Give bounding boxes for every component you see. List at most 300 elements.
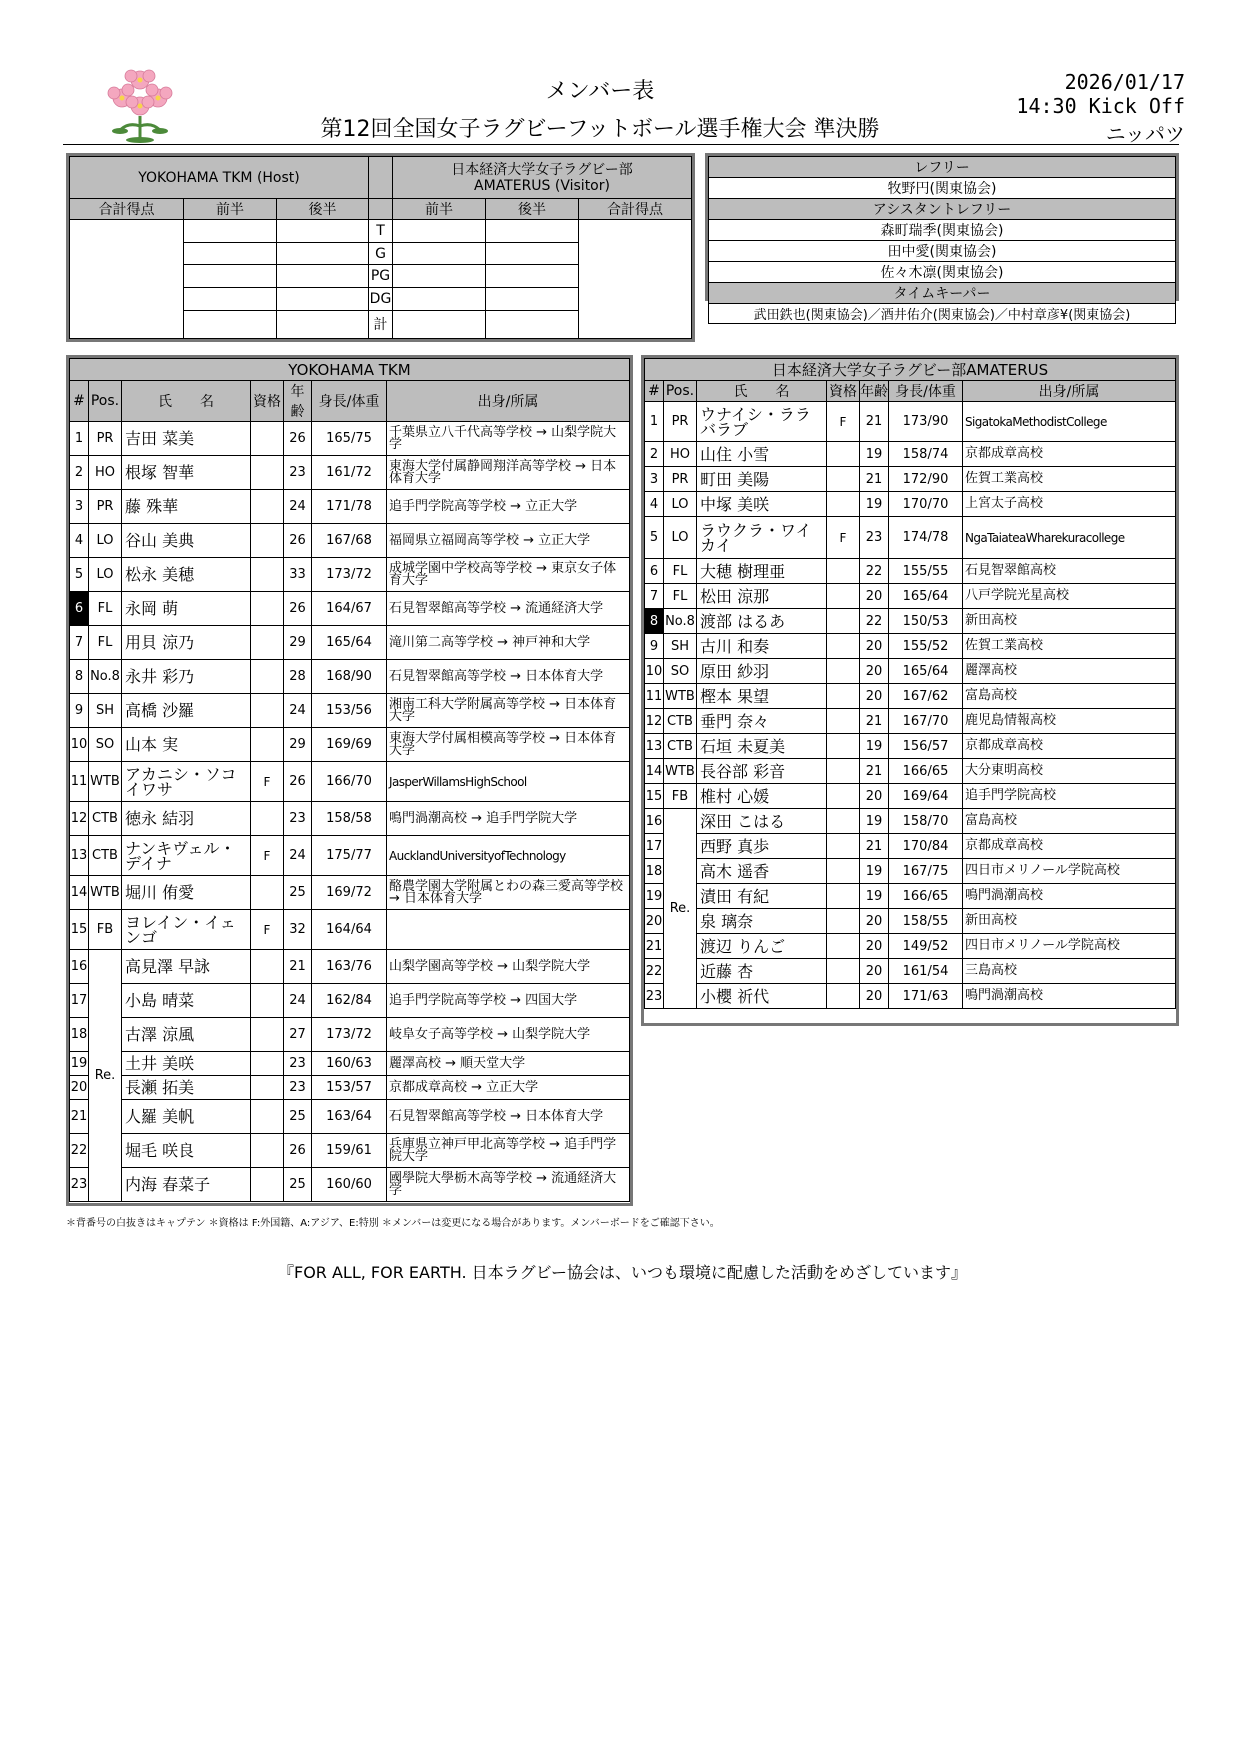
player-row bbox=[645, 609, 1176, 634]
player-row bbox=[70, 626, 630, 660]
player-background: 新田高校 bbox=[963, 909, 1176, 934]
player-age: 21 bbox=[860, 709, 889, 734]
player-name: 堀毛 咲良 bbox=[122, 1134, 251, 1168]
player-eligibility bbox=[251, 1168, 284, 1202]
player-eligibility bbox=[827, 959, 860, 984]
player-number: 7 bbox=[70, 626, 89, 660]
player-name: 樫本 果望 bbox=[697, 684, 827, 709]
player-position: SH bbox=[664, 634, 697, 659]
player-row bbox=[70, 1076, 630, 1100]
player-height-weight: 162/84 bbox=[312, 984, 387, 1018]
player-name: 原田 紗羽 bbox=[697, 659, 827, 684]
player-age: 25 bbox=[284, 1100, 312, 1134]
player-number: 19 bbox=[70, 1052, 89, 1076]
player-row bbox=[645, 734, 1176, 759]
player-background: 東海大学付属相模高等学校 → 日本体育大学 bbox=[387, 728, 630, 762]
player-name: 古澤 涼風 bbox=[122, 1018, 251, 1052]
player-position: SO bbox=[89, 728, 122, 762]
player-background: 成城学園中学校高等学校 → 東京女子体育大学 bbox=[387, 558, 630, 592]
reserve-label: Re. bbox=[664, 809, 697, 1009]
player-name: 西野 真歩 bbox=[697, 834, 827, 859]
player-height-weight: 165/64 bbox=[889, 584, 963, 609]
assistant-referee-2: 田中愛(関東協会) bbox=[709, 241, 1176, 262]
player-position: SO bbox=[664, 659, 697, 684]
player-background: 石見智翠館高等学校 → 日本体育大学 bbox=[387, 1100, 630, 1134]
player-age: 20 bbox=[860, 909, 889, 934]
player-height-weight: 155/55 bbox=[889, 559, 963, 584]
player-background: NgaTaiateaWharekuracollege bbox=[963, 517, 1176, 559]
footnote: ＊背番号の白抜きはキャプテン ＊資格は F:外国籍、A:アジア、E:特別 ＊メンバーは変更になる場合があります。メンバーボードをご確認下さい。 bbox=[66, 1218, 720, 1229]
player-row bbox=[70, 490, 630, 524]
player-name: 藤 殊華 bbox=[122, 490, 251, 524]
player-eligibility bbox=[251, 592, 284, 626]
visitor-team-name bbox=[393, 157, 692, 199]
player-background: 四日市メリノール学院高校 bbox=[963, 934, 1176, 959]
player-name: 深田 こはる bbox=[697, 809, 827, 834]
referee-label: レフリー bbox=[709, 157, 1176, 178]
col-elig: 資格 bbox=[251, 381, 284, 422]
player-background: 鳴門渦潮高校 bbox=[963, 984, 1176, 1009]
player-age: 25 bbox=[284, 1168, 312, 1202]
player-background: 國學院大學栃木高等学校 → 流通経済大学 bbox=[387, 1168, 630, 1202]
player-name: 小櫻 祈代 bbox=[697, 984, 827, 1009]
player-age: 21 bbox=[860, 402, 889, 442]
col-org: 出身/所属 bbox=[387, 381, 630, 422]
player-row bbox=[645, 784, 1176, 809]
player-position: LO bbox=[89, 558, 122, 592]
player-eligibility bbox=[251, 490, 284, 524]
player-age: 24 bbox=[284, 694, 312, 728]
player-height-weight: 160/63 bbox=[312, 1052, 387, 1076]
player-background: SigatokaMethodistCollege bbox=[963, 402, 1176, 442]
player-row bbox=[70, 1018, 630, 1052]
player-height-weight: 163/76 bbox=[312, 950, 387, 984]
col-hw: 身長/体重 bbox=[312, 381, 387, 422]
player-age: 23 bbox=[284, 802, 312, 836]
player-eligibility bbox=[827, 909, 860, 934]
player-number: 15 bbox=[645, 784, 664, 809]
player-eligibility bbox=[251, 728, 284, 762]
player-number: 1 bbox=[70, 422, 89, 456]
player-height-weight: 173/72 bbox=[312, 1018, 387, 1052]
jrfu-logo bbox=[104, 66, 176, 144]
player-eligibility bbox=[251, 694, 284, 728]
player-eligibility bbox=[251, 524, 284, 558]
player-height-weight: 167/70 bbox=[889, 709, 963, 734]
team-a-name: YOKOHAMA TKM bbox=[70, 359, 630, 381]
player-height-weight: 168/90 bbox=[312, 660, 387, 694]
player-row bbox=[70, 1100, 630, 1134]
player-eligibility: F bbox=[827, 402, 860, 442]
player-name: 石垣 未夏美 bbox=[697, 734, 827, 759]
player-row bbox=[70, 762, 630, 802]
timekeeper-names: 武田鉄也(関東協会)／酒井佑介(関東協会)／中村章彦¥(関東協会) bbox=[709, 304, 1176, 324]
player-eligibility bbox=[251, 1100, 284, 1134]
player-number: 1 bbox=[645, 402, 664, 442]
player-height-weight: 166/65 bbox=[889, 884, 963, 909]
player-row bbox=[70, 524, 630, 558]
player-height-weight: 155/52 bbox=[889, 634, 963, 659]
score-table bbox=[66, 153, 695, 342]
player-height-weight: 166/65 bbox=[889, 759, 963, 784]
player-height-weight: 167/62 bbox=[889, 684, 963, 709]
player-row bbox=[645, 467, 1176, 492]
player-name: 長谷部 彩音 bbox=[697, 759, 827, 784]
player-number: 16 bbox=[70, 950, 89, 984]
player-name: 渡部 はるあ bbox=[697, 609, 827, 634]
officials-table bbox=[705, 153, 1179, 323]
player-age: 19 bbox=[860, 809, 889, 834]
player-number: 21 bbox=[70, 1100, 89, 1134]
player-number: 21 bbox=[645, 934, 664, 959]
player-name: 堀川 侑愛 bbox=[122, 876, 251, 910]
player-eligibility bbox=[251, 876, 284, 910]
col-num: # bbox=[645, 381, 664, 402]
player-age: 24 bbox=[284, 490, 312, 524]
player-number: 22 bbox=[70, 1134, 89, 1168]
player-age: 26 bbox=[284, 524, 312, 558]
player-height-weight: 158/70 bbox=[889, 809, 963, 834]
player-age: 26 bbox=[284, 592, 312, 626]
player-eligibility bbox=[827, 684, 860, 709]
player-height-weight: 150/53 bbox=[889, 609, 963, 634]
player-height-weight: 169/64 bbox=[889, 784, 963, 809]
player-row bbox=[645, 884, 1176, 909]
player-number: 18 bbox=[70, 1018, 89, 1052]
player-position: HO bbox=[664, 442, 697, 467]
player-height-weight: 169/69 bbox=[312, 728, 387, 762]
player-age: 27 bbox=[284, 1018, 312, 1052]
player-eligibility bbox=[827, 859, 860, 884]
player-height-weight: 164/64 bbox=[312, 910, 387, 950]
player-age: 21 bbox=[860, 834, 889, 859]
player-name: アカニシ・ソコイワサ bbox=[122, 762, 251, 802]
player-position: LO bbox=[664, 492, 697, 517]
player-name: 近藤 杏 bbox=[697, 959, 827, 984]
player-number: 12 bbox=[70, 802, 89, 836]
player-background: 追手門学院高等学校 → 立正大学 bbox=[387, 490, 630, 524]
col-pos: Pos. bbox=[664, 381, 697, 402]
player-row bbox=[70, 1052, 630, 1076]
player-row bbox=[70, 802, 630, 836]
player-name: 土井 美咲 bbox=[122, 1052, 251, 1076]
player-height-weight: 167/68 bbox=[312, 524, 387, 558]
player-age: 21 bbox=[860, 759, 889, 784]
player-number: 2 bbox=[70, 456, 89, 490]
player-age: 24 bbox=[284, 984, 312, 1018]
player-name: 永岡 萌 bbox=[122, 592, 251, 626]
player-name: 用貝 涼乃 bbox=[122, 626, 251, 660]
player-age: 23 bbox=[860, 517, 889, 559]
col-name: 氏 名 bbox=[697, 381, 827, 402]
header-divider bbox=[63, 144, 1179, 145]
player-eligibility bbox=[251, 984, 284, 1018]
player-eligibility bbox=[827, 734, 860, 759]
player-number: 4 bbox=[645, 492, 664, 517]
team-b-name: 日本経済大学女子ラグビー部AMATERUS bbox=[645, 359, 1176, 381]
player-row bbox=[70, 836, 630, 876]
player-age: 19 bbox=[860, 734, 889, 759]
player-background: 福岡県立福岡高等学校 → 立正大学 bbox=[387, 524, 630, 558]
player-position: WTB bbox=[89, 876, 122, 910]
player-position: FL bbox=[664, 559, 697, 584]
player-row bbox=[645, 492, 1176, 517]
player-number: 17 bbox=[70, 984, 89, 1018]
player-eligibility bbox=[827, 709, 860, 734]
player-number: 17 bbox=[645, 834, 664, 859]
player-background: 佐賀工業高校 bbox=[963, 467, 1176, 492]
player-position: No.8 bbox=[89, 660, 122, 694]
player-age: 19 bbox=[860, 492, 889, 517]
player-background: 石見智翠館高校 bbox=[963, 559, 1176, 584]
visitor-total-header: 合計得点 bbox=[579, 199, 692, 220]
player-age: 23 bbox=[284, 1076, 312, 1100]
player-height-weight: 171/78 bbox=[312, 490, 387, 524]
player-name: 人羅 美帆 bbox=[122, 1100, 251, 1134]
player-name: 松田 涼那 bbox=[697, 584, 827, 609]
player-background: JasperWillamsHighSchool bbox=[387, 762, 630, 802]
slogan: 『FOR ALL, FOR EARTH. 日本ラグビー協会は、いつも環境に配慮した活動をめざしています』 bbox=[277, 1263, 967, 1282]
player-number: 3 bbox=[645, 467, 664, 492]
player-background: 鳴門渦潮高校 → 追手門学院大学 bbox=[387, 802, 630, 836]
player-name: 椎村 心媛 bbox=[697, 784, 827, 809]
player-position: FL bbox=[89, 626, 122, 660]
player-height-weight: 156/57 bbox=[889, 734, 963, 759]
player-number: 23 bbox=[70, 1168, 89, 1202]
player-name: 渡辺 りんご bbox=[697, 934, 827, 959]
player-age: 20 bbox=[860, 784, 889, 809]
player-row bbox=[645, 684, 1176, 709]
player-background: 石見智翠館高等学校 → 流通経済大学 bbox=[387, 592, 630, 626]
player-name: 内海 春菜子 bbox=[122, 1168, 251, 1202]
player-age: 20 bbox=[860, 634, 889, 659]
player-eligibility bbox=[827, 467, 860, 492]
player-age: 26 bbox=[284, 1134, 312, 1168]
player-background: 八戸学院光星高校 bbox=[963, 584, 1176, 609]
col-hw: 身長/体重 bbox=[889, 381, 963, 402]
assistant-referee-1: 森町瑞季(関東協会) bbox=[709, 220, 1176, 241]
player-row bbox=[645, 584, 1176, 609]
player-background: 四日市メリノール学院高校 bbox=[963, 859, 1176, 884]
player-eligibility bbox=[251, 1134, 284, 1168]
player-row bbox=[70, 456, 630, 490]
player-number: 10 bbox=[645, 659, 664, 684]
player-number: 13 bbox=[645, 734, 664, 759]
player-number: 14 bbox=[70, 876, 89, 910]
player-background: 千葉県立八千代高等学校 → 山梨学院大学 bbox=[387, 422, 630, 456]
home-second-half-header: 後半 bbox=[277, 199, 369, 220]
player-background: 麗澤高校 → 順天堂大学 bbox=[387, 1052, 630, 1076]
player-background: 鹿児島情報高校 bbox=[963, 709, 1176, 734]
player-row bbox=[645, 442, 1176, 467]
player-position: LO bbox=[89, 524, 122, 558]
player-background: 兵庫県立神戸甲北高等学校 → 追手門学院大学 bbox=[387, 1134, 630, 1168]
player-name: 永井 彩乃 bbox=[122, 660, 251, 694]
player-background: AucklandUniversityofTechnology bbox=[387, 836, 630, 876]
player-name: 垂門 奈々 bbox=[697, 709, 827, 734]
player-background: 湘南工科大学附属高等学校 → 日本体育大学 bbox=[387, 694, 630, 728]
player-row bbox=[645, 809, 1176, 834]
venue: ニッパツ bbox=[1105, 122, 1185, 146]
player-eligibility bbox=[827, 834, 860, 859]
player-row bbox=[645, 959, 1176, 984]
player-number: 23 bbox=[645, 984, 664, 1009]
player-position: WTB bbox=[89, 762, 122, 802]
player-name: 吉田 菜美 bbox=[122, 422, 251, 456]
player-name: 長瀬 拓美 bbox=[122, 1076, 251, 1100]
player-name: 古川 和奏 bbox=[697, 634, 827, 659]
player-background: 麗澤高校 bbox=[963, 659, 1176, 684]
player-age: 29 bbox=[284, 626, 312, 660]
player-age: 21 bbox=[860, 467, 889, 492]
player-position: FB bbox=[89, 910, 122, 950]
player-number: 11 bbox=[70, 762, 89, 802]
player-height-weight: 173/90 bbox=[889, 402, 963, 442]
player-age: 22 bbox=[860, 609, 889, 634]
player-number: 6 bbox=[70, 592, 89, 626]
player-eligibility bbox=[827, 659, 860, 684]
player-eligibility: F bbox=[251, 836, 284, 876]
player-height-weight: 164/67 bbox=[312, 592, 387, 626]
player-number: 18 bbox=[645, 859, 664, 884]
player-row bbox=[645, 759, 1176, 784]
player-name: ウナイシ・ララバラブ bbox=[697, 402, 827, 442]
player-row bbox=[70, 592, 630, 626]
player-eligibility bbox=[251, 456, 284, 490]
player-position: HO bbox=[89, 456, 122, 490]
player-age: 23 bbox=[284, 456, 312, 490]
player-eligibility bbox=[251, 802, 284, 836]
player-eligibility bbox=[827, 492, 860, 517]
player-background: 追手門学院高等学校 → 四国大学 bbox=[387, 984, 630, 1018]
player-row bbox=[70, 1134, 630, 1168]
player-height-weight: 170/84 bbox=[889, 834, 963, 859]
player-eligibility bbox=[827, 809, 860, 834]
player-background: 上宮太子高校 bbox=[963, 492, 1176, 517]
player-row bbox=[645, 402, 1176, 442]
player-number: 9 bbox=[645, 634, 664, 659]
player-height-weight: 173/72 bbox=[312, 558, 387, 592]
visitor-team-line1: 日本経済大学女子ラグビー部 bbox=[451, 161, 633, 178]
reserve-label: Re. bbox=[89, 950, 122, 1202]
player-age: 24 bbox=[284, 836, 312, 876]
player-height-weight: 171/63 bbox=[889, 984, 963, 1009]
player-name: 根塚 智華 bbox=[122, 456, 251, 490]
player-position: WTB bbox=[664, 684, 697, 709]
visitor-second-half-header: 後半 bbox=[486, 199, 579, 220]
player-background: 富島高校 bbox=[963, 809, 1176, 834]
score-row-label: G bbox=[369, 242, 393, 265]
player-row bbox=[645, 559, 1176, 584]
player-name: 中塚 美咲 bbox=[697, 492, 827, 517]
player-position: CTB bbox=[664, 734, 697, 759]
tournament-title: 第12回全国女子ラグビーフットボール選手権大会 準決勝 bbox=[320, 117, 880, 142]
player-eligibility bbox=[827, 559, 860, 584]
player-row bbox=[70, 950, 630, 984]
player-age: 26 bbox=[284, 422, 312, 456]
player-age: 28 bbox=[284, 660, 312, 694]
player-row bbox=[645, 934, 1176, 959]
player-background: 追手門学院高校 bbox=[963, 784, 1176, 809]
player-number: 5 bbox=[645, 517, 664, 559]
player-row bbox=[645, 984, 1176, 1009]
player-name: 高見澤 早詠 bbox=[122, 950, 251, 984]
match-date: 2026/01/17 bbox=[1064, 70, 1185, 94]
player-number: 22 bbox=[645, 959, 664, 984]
player-position: FB bbox=[664, 784, 697, 809]
player-eligibility bbox=[251, 660, 284, 694]
player-number: 6 bbox=[645, 559, 664, 584]
player-number: 8 bbox=[70, 660, 89, 694]
player-eligibility bbox=[251, 558, 284, 592]
player-position: FL bbox=[89, 592, 122, 626]
player-height-weight: 165/64 bbox=[312, 626, 387, 660]
player-row bbox=[645, 859, 1176, 884]
assistant-referee-label: アシスタントレフリー bbox=[709, 199, 1176, 220]
player-eligibility bbox=[251, 1052, 284, 1076]
player-eligibility bbox=[827, 609, 860, 634]
player-background: 京都成章高校 bbox=[963, 442, 1176, 467]
player-background: 岐阜女子高等学校 → 山梨学院大学 bbox=[387, 1018, 630, 1052]
player-height-weight: 167/75 bbox=[889, 859, 963, 884]
player-number: 20 bbox=[70, 1076, 89, 1100]
player-position: CTB bbox=[89, 802, 122, 836]
player-background: 京都成章高校 bbox=[963, 834, 1176, 859]
player-row bbox=[645, 834, 1176, 859]
player-background: 京都成章高校 → 立正大学 bbox=[387, 1076, 630, 1100]
player-age: 26 bbox=[284, 762, 312, 802]
player-position: PR bbox=[89, 490, 122, 524]
score-row-label: PG bbox=[369, 265, 393, 288]
player-height-weight: 149/52 bbox=[889, 934, 963, 959]
player-number: 13 bbox=[70, 836, 89, 876]
player-age: 22 bbox=[860, 559, 889, 584]
player-height-weight: 172/90 bbox=[889, 467, 963, 492]
player-row bbox=[70, 984, 630, 1018]
player-age: 19 bbox=[860, 884, 889, 909]
player-name: 小島 晴菜 bbox=[122, 984, 251, 1018]
player-height-weight: 165/64 bbox=[889, 659, 963, 684]
player-number: 8 bbox=[645, 609, 664, 634]
player-row bbox=[70, 422, 630, 456]
player-row bbox=[70, 1168, 630, 1202]
player-row bbox=[70, 910, 630, 950]
player-age: 25 bbox=[284, 876, 312, 910]
player-number: 3 bbox=[70, 490, 89, 524]
player-row bbox=[70, 728, 630, 762]
player-row bbox=[70, 694, 630, 728]
player-position: PR bbox=[664, 402, 697, 442]
player-height-weight: 160/60 bbox=[312, 1168, 387, 1202]
player-height-weight: 170/70 bbox=[889, 492, 963, 517]
player-background: 京都成章高校 bbox=[963, 734, 1176, 759]
player-eligibility bbox=[827, 784, 860, 809]
player-eligibility bbox=[251, 950, 284, 984]
col-pos: Pos. bbox=[89, 381, 122, 422]
player-height-weight: 175/77 bbox=[312, 836, 387, 876]
player-name: ヨレイン・イェンゴ bbox=[122, 910, 251, 950]
player-height-weight: 165/75 bbox=[312, 422, 387, 456]
team-b-roster bbox=[641, 355, 1179, 1026]
player-height-weight: 169/72 bbox=[312, 876, 387, 910]
player-number: 10 bbox=[70, 728, 89, 762]
player-age: 20 bbox=[860, 584, 889, 609]
player-age: 32 bbox=[284, 910, 312, 950]
col-num: # bbox=[70, 381, 89, 422]
visitor-team-line2: AMATERUS (Visitor) bbox=[474, 177, 610, 194]
player-number: 11 bbox=[645, 684, 664, 709]
player-name: 山住 小雪 bbox=[697, 442, 827, 467]
